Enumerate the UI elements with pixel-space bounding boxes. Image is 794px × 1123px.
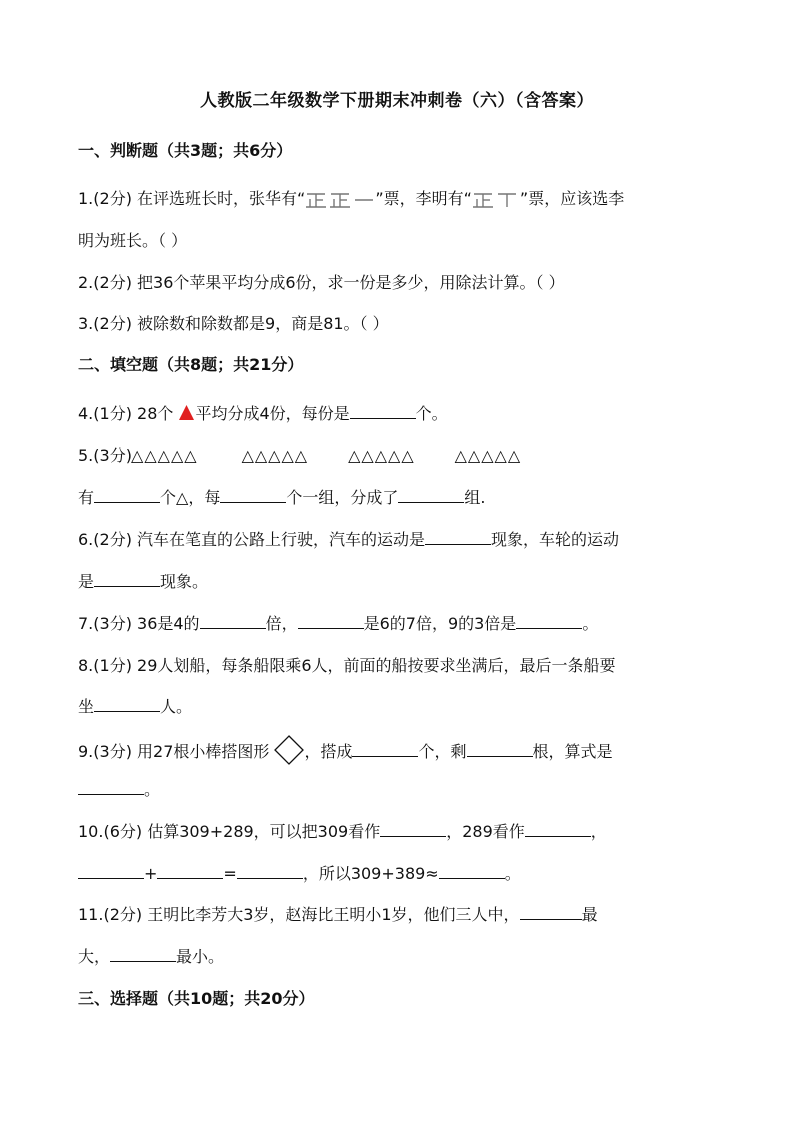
answer-blank[interactable] xyxy=(439,863,505,879)
triangle-group: △△△△△ xyxy=(454,446,522,465)
section-heading-fill-blank: 二、填空题（共8题；共21分） xyxy=(78,355,304,374)
answer-blank[interactable] xyxy=(220,487,286,503)
question-5: 5.(3分) △△△△△ △△△△△ △△△△△ △△△△△ xyxy=(78,446,522,465)
answer-blank[interactable] xyxy=(94,571,160,587)
answer-blank[interactable] xyxy=(520,904,582,920)
answer-blank[interactable] xyxy=(350,403,416,419)
question-6: 6.(2分) 汽车在笔直的公路上行驶，汽车的运动是 现象，车轮的运动 xyxy=(78,530,620,549)
tally-marks-zheng-zheng-yi-icon xyxy=(305,190,375,210)
answer-blank[interactable] xyxy=(352,741,418,757)
question-9: 9.(3分) 用27根小棒搭图形 ，搭成 个，剩 根，算式是 xyxy=(78,735,613,765)
question-6-line-2: 是 现象。 xyxy=(78,572,209,591)
diamond-shape-icon xyxy=(274,735,304,765)
answer-blank[interactable] xyxy=(94,487,160,503)
answer-blank[interactable] xyxy=(78,863,144,879)
section-heading-judgment: 一、判断题（共3题；共6分） xyxy=(78,141,293,160)
triangle-group: △△△△△ xyxy=(241,446,309,465)
question-8: 8.(1分) 29人划船，每条船限乘6人，前面的船按要求坐满后，最后一条船要 xyxy=(78,656,616,675)
tally-marks-zheng-ding-icon xyxy=(472,190,520,210)
answer-blank[interactable] xyxy=(78,779,144,795)
question-10: 10.(6分) 估算309+289，可以把309看作 ，289看作 ， xyxy=(78,822,607,841)
section-heading-multiple-choice: 三、选择题（共10题；共20分） xyxy=(78,989,315,1008)
question-8-line-2: 坐 人。 xyxy=(78,697,193,716)
answer-blank[interactable] xyxy=(467,741,533,757)
question-7: 7.(3分) 36是4的 倍， 是6的7倍，9的3倍是 。 xyxy=(78,614,599,633)
question-11: 11.(2分) 王明比李芳大3岁，赵海比王明小1岁，他们三人中， 最 xyxy=(78,905,598,924)
question-11-line-2: 大， 最小。 xyxy=(78,947,225,966)
question-10-line-2: + = ，所以309+389≈ 。 xyxy=(78,861,521,884)
answer-blank[interactable] xyxy=(157,863,223,879)
answer-blank[interactable] xyxy=(516,613,582,629)
question-4: 4.(1分) 28个 平均分成4份，每份是 个。 xyxy=(78,404,448,423)
question-2: 2.(2分) 把36个苹果平均分成6份，求一份是多少，用除法计算。（ ） xyxy=(78,273,565,292)
answer-blank[interactable] xyxy=(298,613,364,629)
question-5-line-2: 有 个△，每 个一组，分成了 组. xyxy=(78,488,486,507)
triangle-group: △△△△△ xyxy=(131,446,198,465)
question-1: 1.(2分) 在评选班长时，张华有“ ”票，李明有“ ”票，应该选李 xyxy=(78,189,625,208)
question-1-line-2: 明为班长。（ ） xyxy=(78,231,188,250)
question-9-line-2: 。 xyxy=(78,777,160,800)
answer-blank[interactable] xyxy=(94,696,160,712)
page-title: 人教版二年级数学下册期末冲刺卷（六）（含答案） xyxy=(200,91,594,111)
answer-blank[interactable] xyxy=(398,487,464,503)
answer-blank[interactable] xyxy=(200,613,266,629)
question-3: 3.(2分) 被除数和除数都是9，商是81。（ ） xyxy=(78,314,389,333)
answer-blank[interactable] xyxy=(425,529,491,545)
triangle-group: △△△△△ xyxy=(348,446,415,465)
answer-blank[interactable] xyxy=(110,946,176,962)
red-triangle-icon xyxy=(178,404,195,421)
answer-blank[interactable] xyxy=(525,821,591,837)
answer-blank[interactable] xyxy=(380,821,446,837)
answer-blank[interactable] xyxy=(237,863,303,879)
